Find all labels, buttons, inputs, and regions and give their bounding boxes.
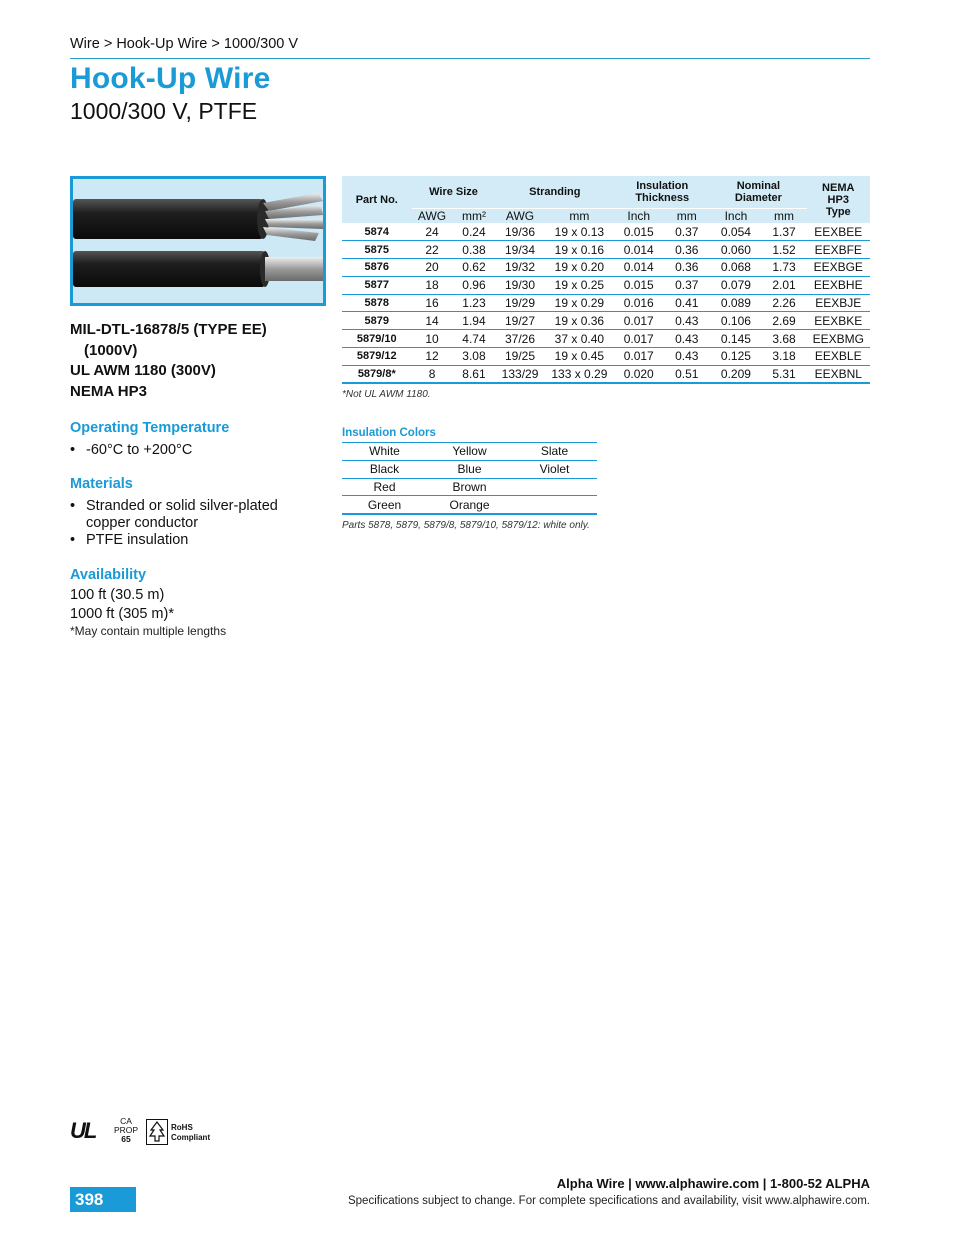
wire-product-image <box>70 176 326 306</box>
materials-heading: Materials <box>70 476 133 492</box>
table-row <box>342 330 870 348</box>
part-number-cell: 5879 <box>342 312 412 330</box>
spec-nema: NEMA HP3 <box>70 382 147 400</box>
table-cell: 0.43 <box>663 312 710 330</box>
table-row <box>342 276 870 294</box>
table-cell: 0.060 <box>710 241 761 259</box>
logo-text: 65 <box>121 1134 131 1144</box>
subheader-mm: mm <box>545 208 615 223</box>
table-cell: 18 <box>412 276 453 294</box>
table-cell: 1.37 <box>761 223 806 241</box>
table-cell: 0.51 <box>663 365 710 383</box>
table-cell: 0.41 <box>663 294 710 312</box>
part-number-cell: 5879/10 <box>342 330 412 348</box>
color-cell: Blue <box>427 460 512 478</box>
availability-lengths <box>70 586 174 623</box>
table-cell: 2.26 <box>761 294 806 312</box>
list-item: • Stranded or solid silver-plated copper conductor <box>70 498 320 532</box>
logo-text: PROP <box>113 1125 139 1135</box>
table-cell: 0.079 <box>710 276 761 294</box>
table-cell: 5.31 <box>761 365 806 383</box>
table-cell: 19/25 <box>495 348 544 366</box>
insulation-colors-table <box>342 442 597 515</box>
spec-mil-voltage: (1000V) <box>84 341 138 359</box>
header-insulation-thickness <box>614 176 710 208</box>
table-footnote: *Not UL AWM 1180. <box>342 389 431 400</box>
table-cell: 0.36 <box>663 241 710 259</box>
table-cell: 0.145 <box>710 330 761 348</box>
availability-note: *May contain multiple lengths <box>70 624 227 638</box>
table-cell: 0.43 <box>663 330 710 348</box>
rohs-logo <box>146 1119 212 1145</box>
page-subtitle: 1000/300 V, PTFE <box>70 98 258 124</box>
table-cell: 4.74 <box>453 330 496 348</box>
table-cell: 0.068 <box>710 259 761 277</box>
table-cell: EEXBKE <box>807 312 871 330</box>
table-cell: 19/30 <box>495 276 544 294</box>
table-cell: 0.24 <box>453 223 496 241</box>
operating-temperature-list <box>70 442 320 459</box>
table-cell: 1.52 <box>761 241 806 259</box>
operating-temperature-heading: Operating Temperature <box>70 420 230 436</box>
header-divider <box>70 58 870 59</box>
spec-ul: UL AWM 1180 (300V) <box>70 362 216 379</box>
header-line: Diameter <box>734 191 782 204</box>
table-cell: 1.94 <box>453 312 496 330</box>
color-cell: Red <box>342 478 427 496</box>
header-nominal-diameter <box>710 176 806 208</box>
table-cell: 0.209 <box>710 365 761 383</box>
header-wire-size: Wire Size <box>412 176 496 208</box>
table-cell: 2.01 <box>761 276 806 294</box>
table-cell: 0.014 <box>614 241 663 259</box>
table-cell: 0.125 <box>710 348 761 366</box>
header-line: HP3 <box>827 193 849 206</box>
header-line: NEMA <box>822 181 855 194</box>
color-row <box>342 460 597 478</box>
specification-table <box>342 176 870 384</box>
ul-logo: UL <box>70 1118 96 1143</box>
part-number-cell: 5879/12 <box>342 348 412 366</box>
table-cell: 19 x 0.13 <box>545 223 615 241</box>
color-cell <box>512 478 597 496</box>
part-number-cell: 5878 <box>342 294 412 312</box>
tree-icon <box>146 1119 168 1145</box>
color-row <box>342 443 597 461</box>
table-cell: EEXBMG <box>807 330 871 348</box>
table-cell: 133 x 0.29 <box>545 365 615 383</box>
table-cell: 37 x 0.40 <box>545 330 615 348</box>
table-cell: 19/36 <box>495 223 544 241</box>
color-row <box>342 478 597 496</box>
table-cell: 0.37 <box>663 276 710 294</box>
logo-text: CA <box>120 1116 132 1126</box>
table-cell: 0.96 <box>453 276 496 294</box>
table-cell: 14 <box>412 312 453 330</box>
table-cell: 0.015 <box>614 276 663 294</box>
table-cell: 19 x 0.16 <box>545 241 615 259</box>
table-cell: EEXBJE <box>807 294 871 312</box>
header-line: Nominal <box>736 179 781 192</box>
table-cell: 19/32 <box>495 259 544 277</box>
color-cell: Violet <box>512 460 597 478</box>
table-cell: 19 x 0.36 <box>545 312 615 330</box>
table-cell: 19 x 0.20 <box>545 259 615 277</box>
part-number-cell: 5874 <box>342 223 412 241</box>
subheader-inch: Inch <box>710 208 761 223</box>
rohs-text <box>171 1123 210 1142</box>
color-cell: Brown <box>427 478 512 496</box>
table-cell: EEXBFE <box>807 241 871 259</box>
table-cell: EEXBHE <box>807 276 871 294</box>
header-stranding: Stranding <box>495 176 614 208</box>
header-line: Type <box>825 205 851 218</box>
availability-heading: Availability <box>70 567 147 583</box>
table-cell: 20 <box>412 259 453 277</box>
table-cell: 19/27 <box>495 312 544 330</box>
table-cell: 19/29 <box>495 294 544 312</box>
table-cell: 0.62 <box>453 259 496 277</box>
table-cell: 0.43 <box>663 348 710 366</box>
table-cell: 0.054 <box>710 223 761 241</box>
table-cell: 133/29 <box>495 365 544 383</box>
breadcrumb: Wire > Hook-Up Wire > 1000/300 V <box>70 36 299 52</box>
table-cell: EEXBNL <box>807 365 871 383</box>
table-cell: 8 <box>412 365 453 383</box>
table-cell: EEXBGE <box>807 259 871 277</box>
spec-mil: MIL-DTL-16878/5 (TYPE EE) <box>70 321 267 338</box>
subheader-awg: AWG <box>412 208 453 223</box>
table-cell: 19 x 0.25 <box>545 276 615 294</box>
page-title: Hook-Up Wire <box>70 62 271 95</box>
table-cell: 0.015 <box>614 223 663 241</box>
part-number-cell: 5876 <box>342 259 412 277</box>
insulation-colors-note: Parts 5878, 5879, 5879/8, 5879/10, 5879/12: white only. <box>342 520 590 531</box>
table-cell: 0.089 <box>710 294 761 312</box>
list-item: • -60°C to +200°C <box>70 442 320 459</box>
page-number: 398 <box>70 1187 136 1212</box>
table-cell: 3.08 <box>453 348 496 366</box>
color-cell: Black <box>342 460 427 478</box>
subheader-mm: mm <box>663 208 710 223</box>
footer-brand: Alpha Wire | www.alphawire.com | 1-800-52 ALPHA <box>556 1176 870 1191</box>
color-cell: Yellow <box>427 443 512 461</box>
footer-note: Specifications subject to change. For complete specifications and availability, visit www.alphawire.com. <box>347 1195 870 1207</box>
header-part-no: Part No. <box>342 176 412 223</box>
color-cell: White <box>342 443 427 461</box>
table-cell: 1.73 <box>761 259 806 277</box>
part-number-cell: 5875 <box>342 241 412 259</box>
availability-length-1: 100 ft (30.5 m) <box>70 587 165 603</box>
header-line: Insulation <box>636 179 689 192</box>
part-number-cell: 5879/8* <box>342 365 412 383</box>
table-cell: 19/34 <box>495 241 544 259</box>
table-row <box>342 348 870 366</box>
logo-text: Compliant <box>171 1132 211 1142</box>
table-cell: 0.36 <box>663 259 710 277</box>
table-row <box>342 259 870 277</box>
table-cell: 0.020 <box>614 365 663 383</box>
table-cell: 0.014 <box>614 259 663 277</box>
table-row <box>342 294 870 312</box>
table-row <box>342 241 870 259</box>
table-cell: EEXBLE <box>807 348 871 366</box>
materials-list <box>70 498 320 549</box>
ca-prop65-logo <box>113 1117 139 1144</box>
availability-length-2: 1000 ft (305 m)* <box>70 605 174 622</box>
table-cell: 0.38 <box>453 241 496 259</box>
table-cell: 0.017 <box>614 348 663 366</box>
header-nema-type <box>807 176 871 223</box>
color-cell <box>512 496 597 514</box>
specifications-block <box>70 320 330 402</box>
table-cell: 10 <box>412 330 453 348</box>
logo-text: RoHS <box>171 1123 193 1132</box>
subheader-inch: Inch <box>614 208 663 223</box>
table-row <box>342 365 870 383</box>
table-cell: 0.106 <box>710 312 761 330</box>
color-cell: Slate <box>512 443 597 461</box>
header-line: Thickness <box>635 191 690 204</box>
color-cell: Green <box>342 496 427 514</box>
subheader-mm2: mm² <box>453 208 496 223</box>
table-cell: 37/26 <box>495 330 544 348</box>
table-cell: 0.017 <box>614 312 663 330</box>
list-item: • PTFE insulation <box>70 532 320 549</box>
table-cell: 12 <box>412 348 453 366</box>
table-cell: 3.68 <box>761 330 806 348</box>
table-cell: 1.23 <box>453 294 496 312</box>
table-cell: 19 x 0.29 <box>545 294 615 312</box>
table-cell: 3.18 <box>761 348 806 366</box>
part-number-cell: 5877 <box>342 276 412 294</box>
table-cell: 0.017 <box>614 330 663 348</box>
table-cell: 24 <box>412 223 453 241</box>
table-cell: 0.37 <box>663 223 710 241</box>
table-cell: EEXBEE <box>807 223 871 241</box>
table-cell: 16 <box>412 294 453 312</box>
table-cell: 8.61 <box>453 365 496 383</box>
color-row <box>342 496 597 514</box>
table-cell: 0.016 <box>614 294 663 312</box>
insulation-colors-heading: Insulation Colors <box>342 427 436 439</box>
table-cell: 19 x 0.45 <box>545 348 615 366</box>
table-row <box>342 223 870 241</box>
subheader-awg: AWG <box>495 208 544 223</box>
color-cell: Orange <box>427 496 512 514</box>
subheader-mm: mm <box>761 208 806 223</box>
table-row <box>342 312 870 330</box>
table-cell: 22 <box>412 241 453 259</box>
table-cell: 2.69 <box>761 312 806 330</box>
